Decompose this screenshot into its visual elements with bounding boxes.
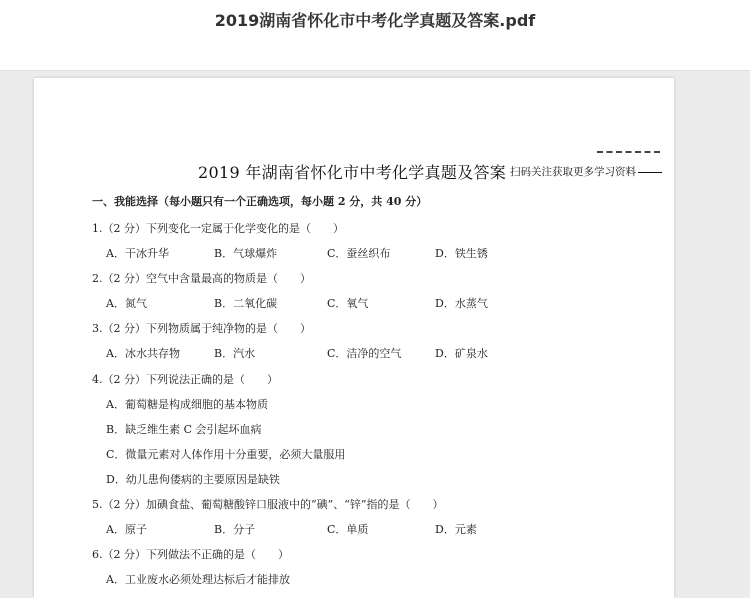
question-1-option-b: B．气球爆炸 — [214, 247, 278, 260]
question-1-option-d: D．铁生锈 — [435, 247, 488, 260]
question-1-option-c: C．蚕丝织布 — [327, 247, 391, 260]
section-heading: 一、我能选择（每小题只有一个正确选项，每小题 2 分，共 40 分） — [92, 195, 428, 208]
question-4-option-d: D．幼儿患佝偻病的主要原因是缺铁 — [106, 473, 280, 486]
watermark-dash — [638, 172, 662, 173]
question-2-option-d: D．水蒸气 — [435, 297, 488, 310]
header-rule — [597, 151, 660, 159]
question-2-option-b: B．二氧化碳 — [214, 297, 278, 310]
question-5-option-a: A．原子 — [106, 523, 147, 536]
watermark — [510, 164, 662, 179]
question-5-stem: 5.（2 分）加碘食盐、葡萄糖酸锌口服液中的“碘”、“锌”指的是（ ） — [92, 498, 444, 511]
question-3-option-a: A．冰水共存物 — [106, 347, 180, 360]
question-6-option-a: A．工业废水必须处理达标后才能排放 — [106, 573, 290, 586]
question-2-stem: 2.（2 分）空气中含量最高的物质是（ ） — [92, 272, 311, 285]
question-3-option-d: D．矿泉水 — [435, 347, 488, 360]
question-5-option-d: D．元素 — [435, 523, 477, 536]
pdf-page — [34, 78, 674, 598]
question-5-option-b: B．分子 — [214, 523, 256, 536]
question-6-stem: 6.（2 分）下列做法不正确的是（ ） — [92, 548, 289, 561]
paper-title: 2019 年湖南省怀化市中考化学真题及答案 — [198, 163, 507, 182]
question-2-option-c: C．氧气 — [327, 297, 369, 310]
question-1-stem: 1.（2 分）下列变化一定属于化学变化的是（ ） — [92, 222, 344, 235]
question-3-option-c: C．洁净的空气 — [327, 347, 402, 360]
question-1-option-a: A．干冰升华 — [106, 247, 169, 260]
watermark-text: 扫码关注获取更多学习资料 — [510, 166, 636, 178]
question-4-stem: 4.（2 分）下列说法正确的是（ ） — [92, 373, 278, 386]
question-3-option-b: B．汽水 — [214, 347, 256, 360]
question-4-option-b: B．缺乏维生素 C 会引起坏血病 — [106, 423, 262, 436]
question-4-option-c: C．微量元素对人体作用十分重要，必须大量服用 — [106, 448, 346, 461]
question-5-option-c: C．单质 — [327, 523, 369, 536]
question-2-option-a: A．氮气 — [106, 297, 147, 310]
question-3-stem: 3.（2 分）下列物质属于纯净物的是（ ） — [92, 322, 311, 335]
file-name: 2019湖南省怀化市中考化学真题及答案.pdf — [214, 11, 536, 30]
viewer-header — [0, 0, 750, 71]
question-4-option-a: A．葡萄糖是构成细胞的基本物质 — [106, 398, 268, 411]
